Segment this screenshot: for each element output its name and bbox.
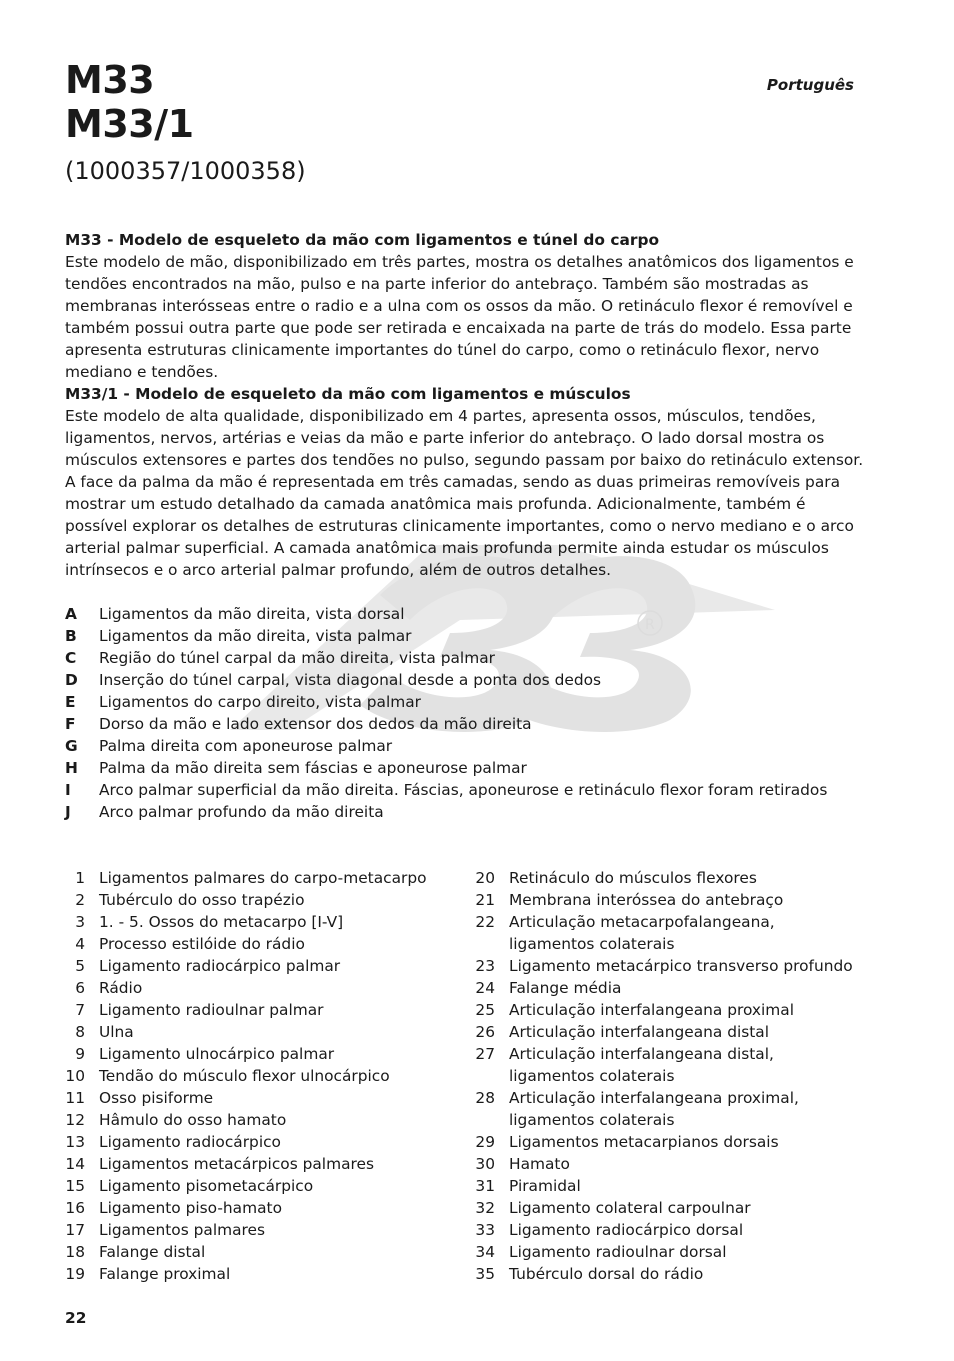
- numbered-item-label: Ligamento radiocárpico palmar: [99, 957, 341, 975]
- page-number: 22: [65, 1309, 87, 1327]
- numbered-item: [475, 977, 895, 999]
- numbered-item-label: Ligamentos metacarpianos dorsais: [509, 1133, 779, 1151]
- numbered-item-number: 14: [65, 1155, 85, 1173]
- lettered-item: [65, 647, 885, 669]
- numbered-item: [475, 889, 895, 911]
- numbered-item-label: Tubérculo dorsal do rádio: [509, 1265, 704, 1283]
- numbered-item: [475, 1021, 895, 1043]
- numbered-item: [65, 933, 465, 955]
- numbered-item-label: Ligamento radiocárpico dorsal: [509, 1221, 744, 1239]
- lettered-item-label: Ligamentos da mão direita, vista palmar: [99, 627, 412, 645]
- section-body: Este modelo de mão, disponibilizado em três partes, mostra os detalhes anatômicos dos ligamentos e tendões encontrados na mão, pulso e na parte inferior do antebraço. Também são mostradas as membranas interósseas entre o radio e a ulna com os ossos da mão. O retináculo flexor é removível e também possui outra parte que pode ser retirada e encaixada na parte de trás do modelo. Essa parte apresenta estruturas clinicamente importantes do túnel do carpo, como o retináculo flexor, nervo mediano e tendões.: [65, 253, 854, 381]
- lettered-item-key: F: [65, 715, 76, 733]
- numbered-item-number: 1: [75, 869, 85, 887]
- numbered-item-number: 28: [475, 1089, 495, 1107]
- numbered-item-label: Ligamento pisometacárpico: [99, 1177, 314, 1195]
- section-m33: [65, 229, 865, 383]
- lettered-item: [65, 603, 885, 625]
- lettered-item-label: Arco palmar superficial da mão direita. Fáscias, aponeurose e retináculo flexor foram retirados: [99, 781, 828, 799]
- numbered-item-label: Ligamento piso-hamato: [99, 1199, 282, 1217]
- lettered-item-key: G: [65, 737, 78, 755]
- lettered-item-label: Ligamentos da mão direita, vista dorsal: [99, 605, 405, 623]
- numbered-item: [65, 1175, 465, 1197]
- numbered-item-number: 29: [475, 1133, 495, 1151]
- numbered-item-number: 26: [475, 1023, 495, 1041]
- numbered-item: [65, 1065, 465, 1087]
- lettered-item-key: I: [65, 781, 71, 799]
- numbered-item: [475, 1153, 895, 1175]
- numbered-item-label: Tubérculo do osso trapézio: [99, 891, 305, 909]
- lettered-item-label: Arco palmar profundo da mão direita: [99, 803, 384, 821]
- numbered-item-label: Articulação interfalangeana distal: [509, 1023, 770, 1041]
- numbered-item-label: Hâmulo do osso hamato: [99, 1111, 287, 1129]
- numbered-item: [65, 955, 465, 977]
- numbered-item-number: 23: [475, 957, 495, 975]
- numbered-item-label: Ligamentos palmares: [99, 1221, 266, 1239]
- numbered-item-label: Ligamento radiocárpico: [99, 1133, 281, 1151]
- numbered-item-number: 5: [75, 957, 85, 975]
- numbered-item-number: 18: [65, 1243, 85, 1261]
- lettered-item: [65, 713, 885, 735]
- lettered-item-label: Palma direita com aponeurose palmar: [99, 737, 393, 755]
- numbered-item-label: Tendão do músculo flexor ulnocárpico: [99, 1067, 390, 1085]
- numbered-item: [475, 1131, 895, 1153]
- numbered-item-label: Articulação metacarpofalangeana, ligamentos colaterais: [509, 913, 775, 953]
- numbered-item-number: 9: [75, 1045, 85, 1063]
- numbered-item: [475, 1263, 895, 1285]
- numbered-item: [65, 1153, 465, 1175]
- numbered-item: [475, 1241, 895, 1263]
- svg-text:R: R: [645, 617, 655, 633]
- lettered-item-key: J: [65, 803, 71, 821]
- numbered-item-number: 15: [65, 1177, 85, 1195]
- language-label: Português: [766, 76, 854, 94]
- lettered-item: [65, 757, 885, 779]
- numbered-item: [475, 1087, 895, 1131]
- numbered-item-number: 22: [475, 913, 495, 931]
- numbered-item-number: 11: [65, 1089, 85, 1107]
- numbered-item-number: 3: [75, 913, 85, 931]
- numbered-item: [65, 1263, 465, 1285]
- numbered-item: [65, 1197, 465, 1219]
- numbered-item-number: 31: [475, 1177, 495, 1195]
- numbered-item: [65, 1131, 465, 1153]
- lettered-item-label: Ligamentos do carpo direito, vista palmar: [99, 693, 422, 711]
- numbered-item-number: 35: [475, 1265, 495, 1283]
- numbered-item-label: Ulna: [99, 1023, 134, 1041]
- numbered-item-label: Articulação interfalangeana proximal, ligamentos colaterais: [509, 1089, 799, 1129]
- section-title: M33 - Modelo de esqueleto da mão com ligamentos e túnel do carpo: [65, 231, 660, 249]
- numbered-item-label: Ligamentos palmares do carpo-metacarpo: [99, 869, 427, 887]
- numbered-item-number: 24: [475, 979, 495, 997]
- numbered-item-label: Retináculo do músculos flexores: [509, 869, 757, 887]
- lettered-item: [65, 801, 885, 823]
- section-m33-1: [65, 383, 865, 581]
- numbered-item-label: Falange proximal: [99, 1265, 231, 1283]
- numbered-item: [475, 999, 895, 1021]
- model-title-line-2: M33/1: [65, 102, 194, 146]
- lettered-item-label: Palma da mão direita sem fáscias e aponeurose palmar: [99, 759, 527, 777]
- lettered-item-key: B: [65, 627, 77, 645]
- numbered-item-number: 30: [475, 1155, 495, 1173]
- lettered-item-label: Região do túnel carpal da mão direita, vista palmar: [99, 649, 495, 667]
- numbered-item-number: 6: [75, 979, 85, 997]
- numbered-item: [475, 1197, 895, 1219]
- numbered-item-label: Ligamento ulnocárpico palmar: [99, 1045, 335, 1063]
- numbered-item-label: Rádio: [99, 979, 143, 997]
- numbered-item: [65, 1087, 465, 1109]
- numbered-item-label: Membrana interóssea do antebraço: [509, 891, 784, 909]
- numbered-item-number: 19: [65, 1265, 85, 1283]
- numbered-item: [475, 867, 895, 889]
- lettered-item-key: C: [65, 649, 77, 667]
- numbered-item: [475, 955, 895, 977]
- numbered-item-label: 1. - 5. Ossos do metacarpo [I-V]: [99, 913, 344, 931]
- numbered-item-number: 10: [65, 1067, 85, 1085]
- lettered-legend-list: [65, 603, 885, 823]
- numbered-item: [65, 1219, 465, 1241]
- lettered-item-key: E: [65, 693, 76, 711]
- numbered-item-number: 13: [65, 1133, 85, 1151]
- numbered-item-label: Osso pisiforme: [99, 1089, 214, 1107]
- numbered-item-label: Processo estilóide do rádio: [99, 935, 305, 953]
- numbered-item: [65, 1241, 465, 1263]
- numbered-item-number: 32: [475, 1199, 495, 1217]
- model-title-line-1: M33: [65, 58, 155, 102]
- numbered-item-number: 7: [75, 1001, 85, 1019]
- numbered-item-label: Ligamento radioulnar dorsal: [509, 1243, 727, 1261]
- section-title: M33/1 - Modelo de esqueleto da mão com ligamentos e músculos: [65, 385, 631, 403]
- numbered-item: [475, 1219, 895, 1241]
- lettered-item-label: Inserção do túnel carpal, vista diagonal desde a ponta dos dedos: [99, 671, 602, 689]
- numbered-item: [65, 999, 465, 1021]
- model-title: [65, 58, 194, 146]
- numbered-legend-left-column: [65, 867, 465, 1285]
- numbered-item-label: Piramidal: [509, 1177, 581, 1195]
- lettered-item-key: D: [65, 671, 78, 689]
- numbered-item-number: 33: [475, 1221, 495, 1239]
- numbered-item-number: 12: [65, 1111, 85, 1129]
- numbered-item-label: Articulação interfalangeana proximal: [509, 1001, 794, 1019]
- catalog-numbers: (1000357/1000358): [65, 157, 306, 185]
- numbered-item: [65, 1043, 465, 1065]
- numbered-item: [475, 1175, 895, 1197]
- numbered-item-number: 16: [65, 1199, 85, 1217]
- lettered-item-key: A: [65, 605, 77, 623]
- numbered-item-label: Falange média: [509, 979, 622, 997]
- numbered-item-number: 4: [75, 935, 85, 953]
- numbered-item-number: 34: [475, 1243, 495, 1261]
- numbered-item-label: Falange distal: [99, 1243, 206, 1261]
- numbered-item: [65, 1021, 465, 1043]
- numbered-item: [65, 867, 465, 889]
- numbered-item: [65, 1109, 465, 1131]
- numbered-item-label: Articulação interfalangeana distal, ligamentos colaterais: [509, 1045, 774, 1085]
- numbered-item: [475, 911, 895, 955]
- section-body: Este modelo de alta qualidade, disponibilizado em 4 partes, apresenta ossos, músculos, tendões, ligamentos, nervos, artérias e veias da mão e parte inferior do antebraço. O lado dorsal mostra os músculos extensores e partes dos tendões no pulso, segundo passam por baixo do retináculo extensor. A face da palma da mão é representada em três camadas, sendo as duas primeiras removíveis para mostrar um estudo detalhado da camada anatômica mais profunda. Adicionalmente, também é possível explorar os detalhes de estruturas clinicamente importantes, como o nervo mediano e o arco arterial palmar superficial. A camada anatômica mais profunda permite ainda estudar os músculos intrínsecos e o arco arterial palmar profundo, além de outros detalhes.: [65, 407, 864, 579]
- numbered-item: [65, 977, 465, 999]
- numbered-item-label: Ligamento metacárpico transverso profundo: [509, 957, 853, 975]
- lettered-item: [65, 669, 885, 691]
- numbered-item-number: 8: [75, 1023, 85, 1041]
- numbered-item-label: Hamato: [509, 1155, 570, 1173]
- numbered-item: [65, 911, 465, 933]
- lettered-item-label: Dorso da mão e lado extensor dos dedos da mão direita: [99, 715, 532, 733]
- numbered-item: [475, 1043, 895, 1087]
- lettered-item: [65, 625, 885, 647]
- numbered-item-number: 27: [475, 1045, 495, 1063]
- numbered-item-number: 20: [475, 869, 495, 887]
- numbered-legend-right-column: [475, 867, 895, 1285]
- lettered-item: [65, 779, 885, 801]
- numbered-item-number: 2: [75, 891, 85, 909]
- numbered-item-label: Ligamentos metacárpicos palmares: [99, 1155, 374, 1173]
- lettered-item: [65, 735, 885, 757]
- lettered-item-key: H: [65, 759, 78, 777]
- numbered-item: [65, 889, 465, 911]
- numbered-item-number: 17: [65, 1221, 85, 1239]
- numbered-item-number: 25: [475, 1001, 495, 1019]
- numbered-item-label: Ligamento radioulnar palmar: [99, 1001, 324, 1019]
- lettered-item: [65, 691, 885, 713]
- numbered-item-number: 21: [475, 891, 495, 909]
- numbered-item-label: Ligamento colateral carpoulnar: [509, 1199, 751, 1217]
